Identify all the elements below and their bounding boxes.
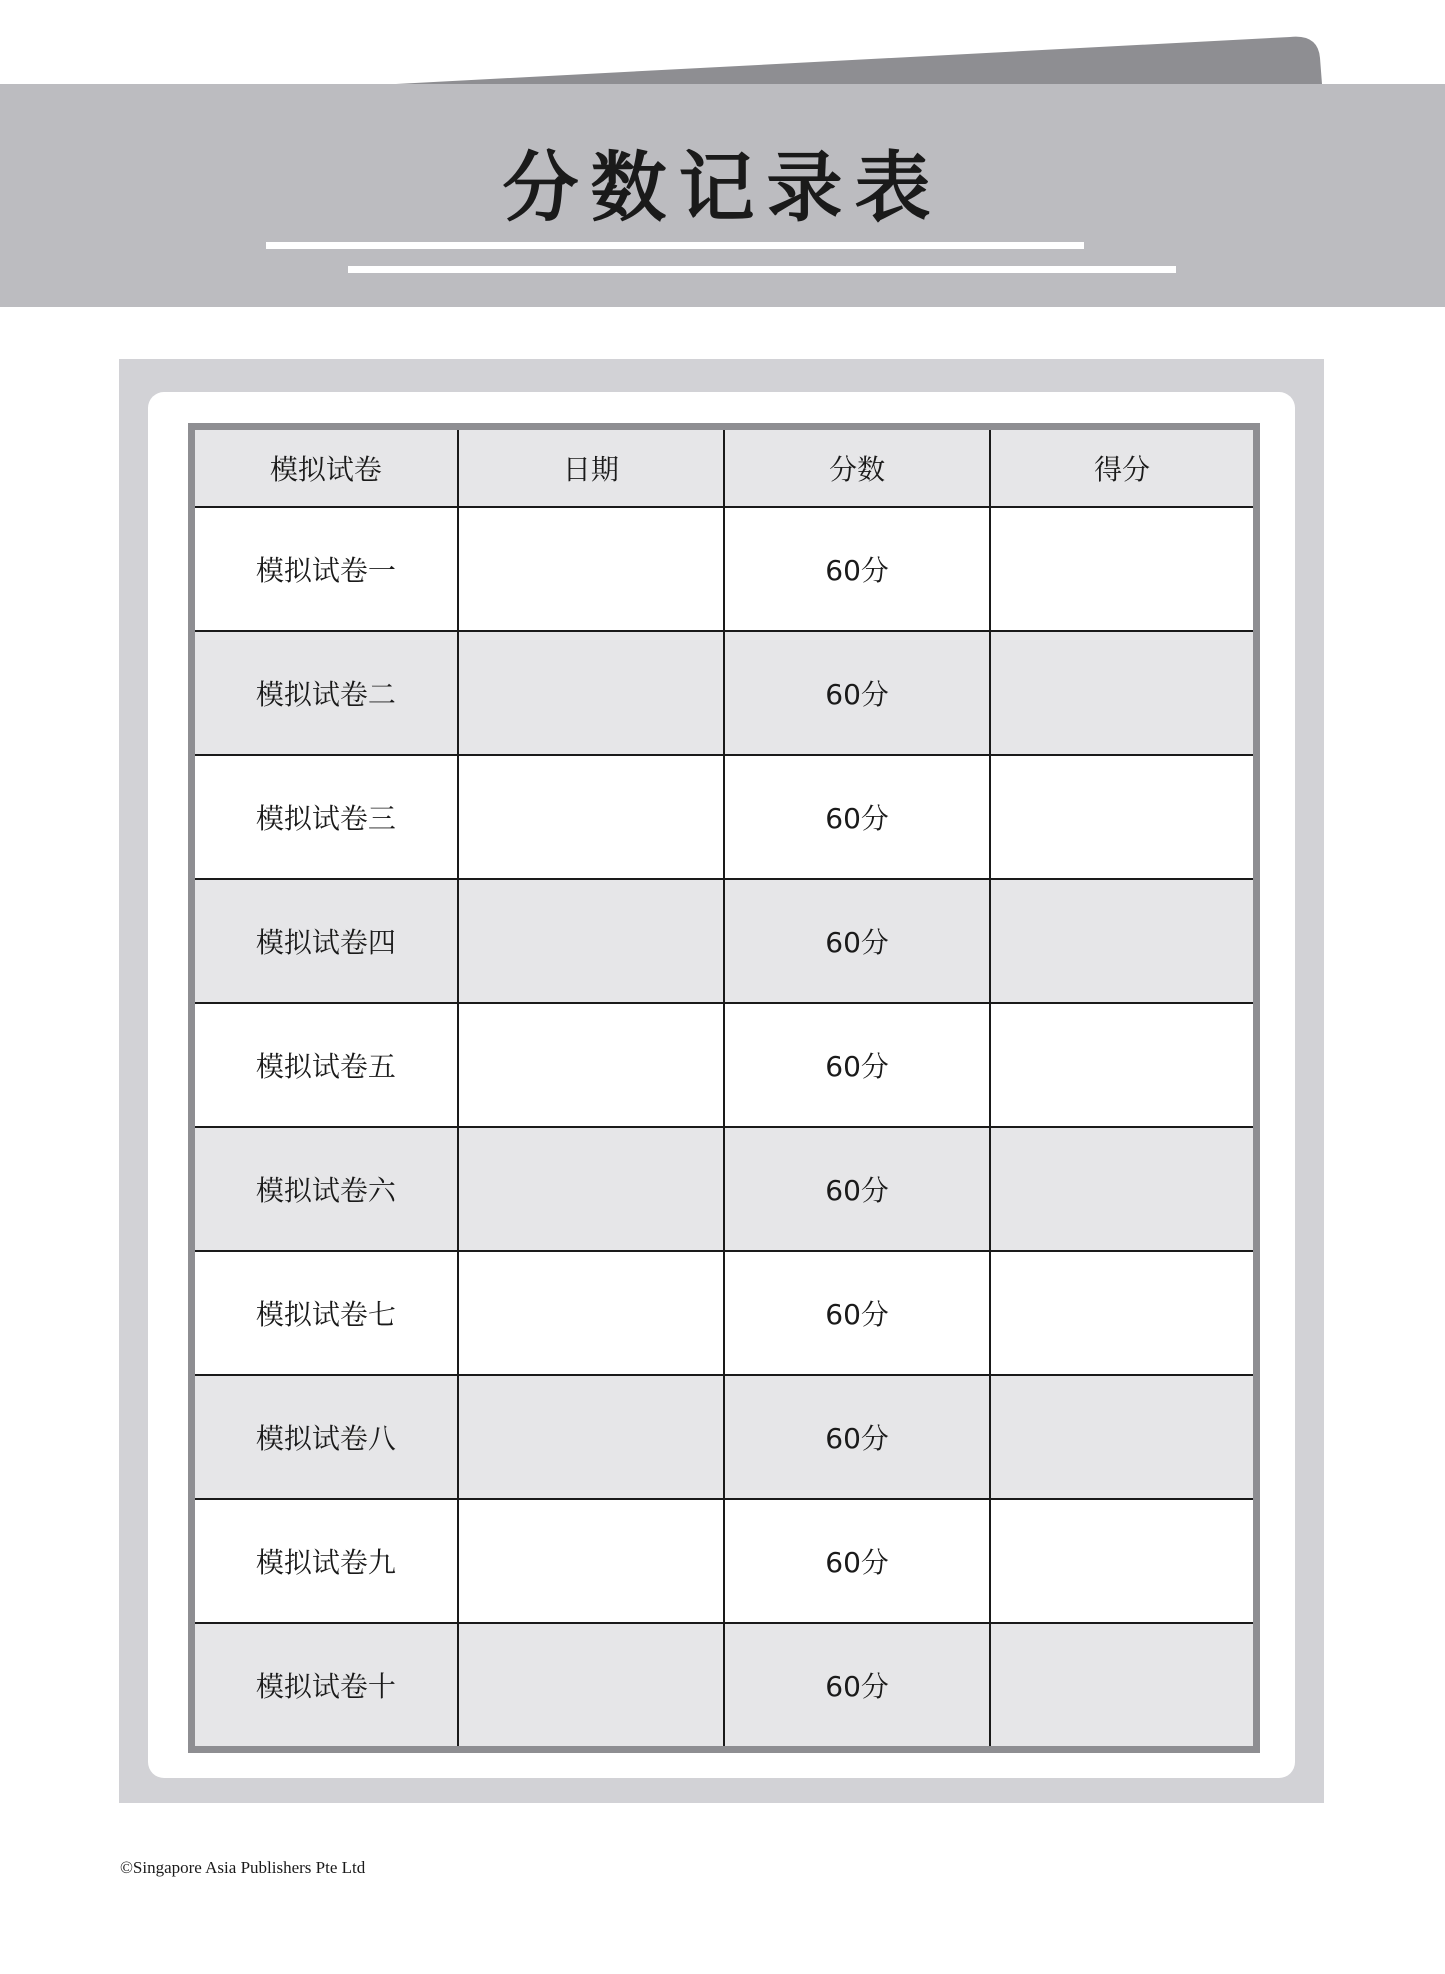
- date-cell[interactable]: [458, 1003, 724, 1127]
- date-cell[interactable]: [458, 879, 724, 1003]
- table-row: [192, 1623, 1257, 1750]
- date-cell[interactable]: [458, 755, 724, 879]
- score-cell[interactable]: [990, 1375, 1256, 1499]
- score-cell[interactable]: [990, 1003, 1256, 1127]
- score-cell[interactable]: [990, 879, 1256, 1003]
- copyright-notice: ©Singapore Asia Publishers Pte Ltd: [120, 1858, 366, 1877]
- table-row: [192, 1127, 1257, 1251]
- table-row: [192, 755, 1257, 879]
- column-header-score: 得分: [990, 427, 1256, 508]
- date-cell[interactable]: [458, 1375, 724, 1499]
- score-cell[interactable]: [990, 755, 1256, 879]
- full-marks-cell: 60分: [724, 1499, 990, 1623]
- paper-cell: 模拟试卷十: [192, 1623, 458, 1750]
- score-record-table: [188, 423, 1260, 1753]
- table-row: [192, 1003, 1257, 1127]
- title-underline-lower: [348, 266, 1176, 273]
- title-underline-upper: [266, 242, 1084, 249]
- page-tab-decoration: [0, 0, 1445, 90]
- column-header-full-marks: 分数: [724, 427, 990, 508]
- full-marks-cell: 60分: [724, 879, 990, 1003]
- score-cell[interactable]: [990, 1251, 1256, 1375]
- table-row: [192, 1499, 1257, 1623]
- score-cell[interactable]: [990, 1623, 1256, 1750]
- full-marks-cell: 60分: [724, 507, 990, 631]
- full-marks-cell: 60分: [724, 1003, 990, 1127]
- date-cell[interactable]: [458, 1623, 724, 1750]
- score-cell[interactable]: [990, 1127, 1256, 1251]
- full-marks-cell: 60分: [724, 1127, 990, 1251]
- score-cell[interactable]: [990, 631, 1256, 755]
- table-row: [192, 879, 1257, 1003]
- table-row: [192, 631, 1257, 755]
- date-cell[interactable]: [458, 1251, 724, 1375]
- paper-cell: 模拟试卷三: [192, 755, 458, 879]
- full-marks-cell: 60分: [724, 1251, 990, 1375]
- page-title: 分数记录表: [502, 143, 943, 232]
- table-row: [192, 1375, 1257, 1499]
- paper-cell: 模拟试卷二: [192, 631, 458, 755]
- column-header-date: 日期: [458, 427, 724, 508]
- table-header-row: [192, 427, 1257, 508]
- paper-cell: 模拟试卷六: [192, 1127, 458, 1251]
- paper-cell: 模拟试卷七: [192, 1251, 458, 1375]
- date-cell[interactable]: [458, 1127, 724, 1251]
- paper-cell: 模拟试卷五: [192, 1003, 458, 1127]
- score-cell[interactable]: [990, 1499, 1256, 1623]
- full-marks-cell: 60分: [724, 1623, 990, 1750]
- score-cell[interactable]: [990, 507, 1256, 631]
- date-cell[interactable]: [458, 631, 724, 755]
- table-row: [192, 1251, 1257, 1375]
- column-header-paper: 模拟试卷: [192, 427, 458, 508]
- paper-cell: 模拟试卷八: [192, 1375, 458, 1499]
- date-cell[interactable]: [458, 507, 724, 631]
- full-marks-cell: 60分: [724, 631, 990, 755]
- date-cell[interactable]: [458, 1499, 724, 1623]
- table-row: [192, 507, 1257, 631]
- full-marks-cell: 60分: [724, 755, 990, 879]
- full-marks-cell: 60分: [724, 1375, 990, 1499]
- paper-cell: 模拟试卷四: [192, 879, 458, 1003]
- paper-cell: 模拟试卷九: [192, 1499, 458, 1623]
- paper-cell: 模拟试卷一: [192, 507, 458, 631]
